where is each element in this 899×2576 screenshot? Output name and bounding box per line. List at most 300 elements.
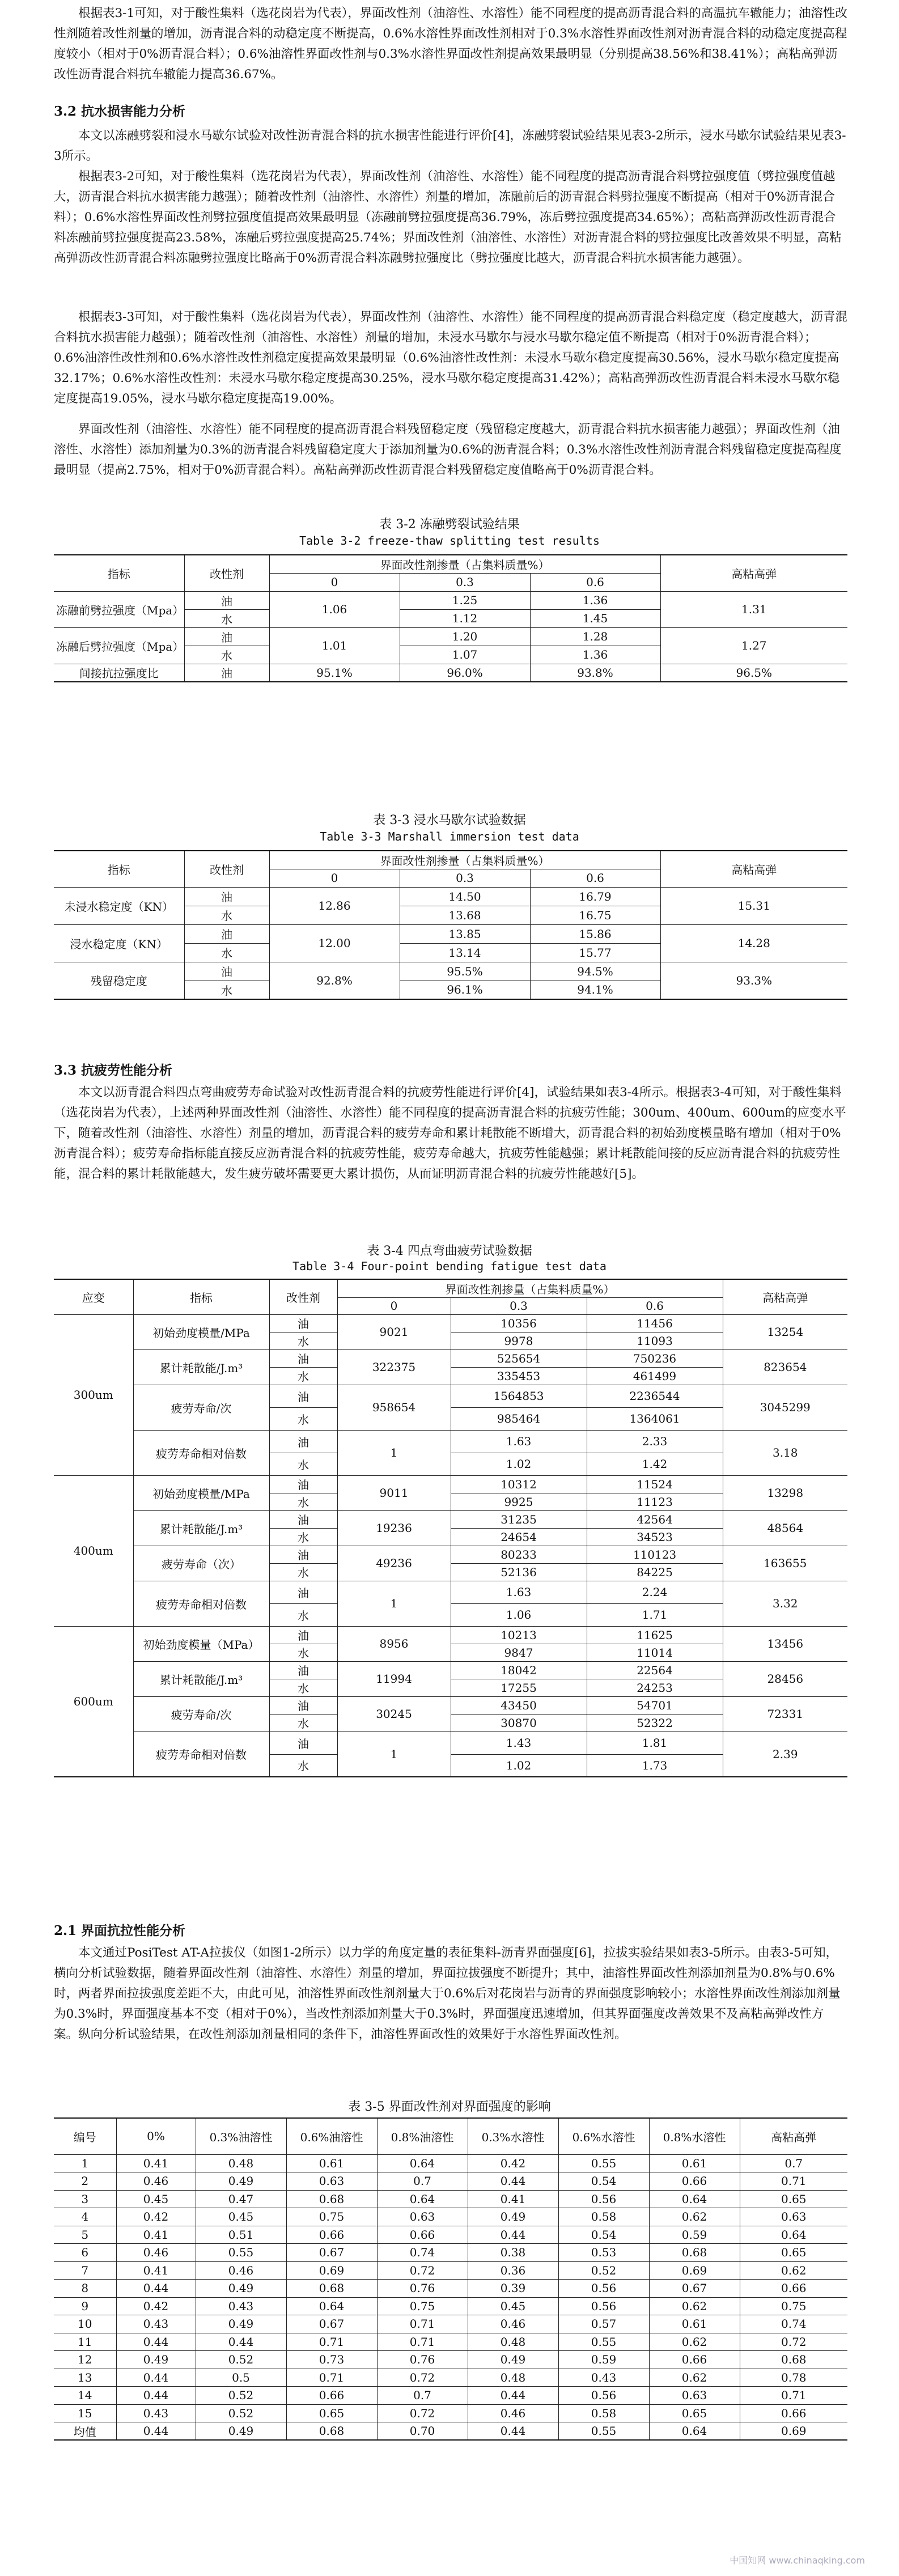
row-number: 8 [54, 2280, 116, 2298]
cell-value: 1 [337, 1581, 451, 1626]
watermark: 中国知网 www.chinaqking.com [730, 2555, 865, 2566]
cell-value: 1.01 [269, 627, 400, 664]
cell-value: 0.71 [740, 2387, 847, 2405]
cell-value: 0.7 [740, 2154, 847, 2172]
row-number: 14 [54, 2387, 116, 2405]
cell-value: 0.66 [649, 2172, 740, 2191]
cell-value: 22564 [587, 1661, 723, 1679]
cell-value: 0.44 [116, 2387, 196, 2405]
modifier-water: 水 [269, 1407, 337, 1430]
cell-value: 0.65 [740, 2190, 847, 2208]
paragraph-3-3-1: 本文以沥青混合料四点弯曲疲劳寿命试验对改性沥青混合料的抗疲劳性能进行评价[4]，试验结果如表3-4所示。根据表3-4可知，对于酸性集料（选花岗岩为代表），上述两种界面改性剂（油溶性、水溶性）能不同程度的提高沥青混合料的抗疲劳性能；300um、400um、600um的应变水平下，随着改性剂（油溶性、水溶性）剂量的增加，沥青混合料的疲劳寿命和累计耗散能不断增大，沥青混合料的初始劲度模量略有增加（相对于0%沥青混合料）；疲劳寿命指标能直接反应沥青混合料的抗疲劳性能，疲劳寿命越大，抗疲劳性能越强；累计耗散能间接的反应沥青混合料的抗疲劳性能，混合料的累计耗散能越大，发生疲劳破坏需要更大累计损伤，从而证明沥青混合料的抗疲劳性能越好[5]。 [54, 1085, 846, 1181]
cell-value: 13254 [723, 1314, 847, 1349]
modifier-water: 水 [269, 1332, 337, 1349]
cell-value: 0.59 [558, 2351, 649, 2369]
row-label: 均值 [73, 2425, 96, 2439]
row-label: 疲劳寿命/次 [133, 1385, 269, 1430]
header-dose-0-6: 0.6 [530, 573, 660, 591]
cell-value: 0.62 [649, 2369, 740, 2387]
header-index: 指标 [133, 1279, 269, 1314]
cell-value: 0.38 [468, 2244, 558, 2262]
table-row [54, 2297, 847, 2315]
cell-value: 0.66 [286, 2387, 377, 2405]
cell-value: 0.63 [286, 2172, 377, 2191]
header-dose-0-6: 0.6 [530, 869, 660, 887]
cell-value: 0.64 [649, 2422, 740, 2441]
cell-value: 0.44 [196, 2333, 286, 2351]
cell-value: 96.0% [400, 664, 530, 682]
modifier-water: 水 [269, 1603, 337, 1626]
modifier-water: 水 [269, 1679, 337, 1696]
cell-value: 0.61 [649, 2315, 740, 2333]
row-number: 6 [54, 2244, 116, 2262]
cell-value: 1.43 [451, 1732, 587, 1754]
cell-value: 0.45 [116, 2190, 196, 2208]
column-header: 高粘高弹 [740, 2118, 847, 2154]
cell-value: 0.41 [468, 2190, 558, 2208]
cell-value: 16.79 [530, 887, 660, 906]
cell-value: 12.86 [269, 887, 400, 924]
row-label: 初始劲度模量/MPa [133, 1475, 269, 1510]
cell-value: 1.06 [269, 591, 400, 627]
cell-value: 0.46 [196, 2261, 286, 2280]
cell-value: 0.49 [116, 2351, 196, 2369]
cell-value: 1 [337, 1732, 451, 1777]
row-number: 4 [54, 2208, 116, 2226]
table-3-3-caption-cn: 表 3-3 浸水马歇尔试验数据 [373, 813, 526, 827]
cell-value: 43450 [451, 1696, 587, 1714]
table-row [54, 2172, 847, 2191]
header-dose-0-3: 0.3 [451, 1297, 587, 1314]
cell-value: 0.62 [740, 2261, 847, 2280]
cell-value: 0.42 [116, 2208, 196, 2226]
cell-value: 2236544 [587, 1385, 723, 1407]
modifier-oil: 油 [269, 1314, 337, 1332]
header-modifier: 改性剂 [269, 1279, 337, 1314]
row-label: 疲劳寿命相对倍数 [133, 1581, 269, 1626]
heading-3-3: 3.3 抗疲劳性能分析 [54, 1063, 173, 1078]
table-3-2 [54, 554, 847, 682]
cell-value: 2.39 [723, 1732, 847, 1777]
cell-value: 0.48 [468, 2369, 558, 2387]
cell-value: 0.69 [649, 2261, 740, 2280]
table-row [54, 2369, 847, 2387]
cell-value: 96.1% [400, 981, 530, 999]
cell-value: 0.46 [468, 2404, 558, 2422]
row-label: 浸水稳定度（KN） [54, 924, 184, 962]
row-number: 3 [54, 2190, 116, 2208]
cell-value: 0.71 [377, 2315, 468, 2333]
cell-value: 110123 [587, 1546, 723, 1563]
cell-value: 95.5% [400, 962, 530, 981]
cell-value: 19236 [337, 1510, 451, 1546]
strain-level: 600um [54, 1626, 133, 1777]
cell-value: 3.18 [723, 1430, 847, 1475]
modifier-oil: 油 [184, 887, 269, 906]
cell-value: 0.49 [468, 2208, 558, 2226]
cell-value: 0.68 [649, 2244, 740, 2262]
cell-value: 11524 [587, 1475, 723, 1493]
table-row [54, 2208, 847, 2226]
modifier-oil: 油 [269, 1510, 337, 1528]
column-header: 0% [116, 2118, 196, 2154]
cell-value: 42564 [587, 1510, 723, 1528]
modifier-water: 水 [269, 1714, 337, 1732]
cell-value: 0.7 [377, 2172, 468, 2191]
cell-value: 1.28 [530, 627, 660, 646]
cell-value: 93.8% [530, 664, 660, 682]
cell-value: 1.07 [400, 646, 530, 664]
cell-value: 0.64 [377, 2190, 468, 2208]
cell-value: 0.68 [740, 2351, 847, 2369]
row-label: 间接抗拉强度比 [79, 667, 159, 681]
table-3-3-caption-en: Table 3-3 Marshall immersion test data [320, 830, 579, 843]
cell-value: 322375 [337, 1349, 451, 1385]
cell-value: 0.54 [558, 2226, 649, 2244]
cell-value: 8956 [337, 1626, 451, 1661]
cell-value: 0.36 [468, 2261, 558, 2280]
table-row [54, 2261, 847, 2280]
modifier-water: 水 [269, 1528, 337, 1546]
modifier-water: 水 [269, 1754, 337, 1777]
cell-value: 163655 [723, 1546, 847, 1581]
cell-value: 0.5 [196, 2369, 286, 2387]
modifier-water: 水 [269, 1453, 337, 1475]
strain-level: 300um [54, 1314, 133, 1475]
cell-value: 13.85 [400, 924, 530, 943]
cell-value: 10213 [451, 1626, 587, 1644]
cell-value: 0.57 [558, 2315, 649, 2333]
modifier-water: 水 [269, 1493, 337, 1510]
cell-value: 0.43 [116, 2315, 196, 2333]
cell-value: 0.76 [377, 2280, 468, 2298]
row-number: 10 [54, 2315, 116, 2333]
cell-value: 0.72 [740, 2333, 847, 2351]
header-dosage: 界面改性剂掺量（占集料质量%） [337, 1279, 723, 1297]
header-dose-0-3: 0.3 [400, 869, 530, 887]
row-number: 5 [54, 2226, 116, 2244]
header-index: 指标 [54, 851, 184, 887]
cell-value: 0.74 [377, 2244, 468, 2262]
cell-value: 0.69 [286, 2261, 377, 2280]
table-3-5 [54, 2117, 847, 2441]
cell-value: 2.33 [587, 1430, 723, 1453]
modifier-oil: 油 [184, 664, 269, 682]
cell-value: 54701 [587, 1696, 723, 1714]
row-label: 累计耗散能/J.m³ [133, 1661, 269, 1696]
cell-value: 0.42 [468, 2154, 558, 2172]
column-header: 0.3%油溶性 [196, 2118, 286, 2154]
cell-value: 14.50 [400, 887, 530, 906]
cell-value: 0.66 [649, 2351, 740, 2369]
cell-value: 31235 [451, 1510, 587, 1528]
cell-value: 0.44 [116, 2280, 196, 2298]
cell-value: 1.02 [451, 1754, 587, 1777]
cell-value: 0.65 [649, 2404, 740, 2422]
cell-value: 0.72 [377, 2369, 468, 2387]
cell-value: 0.67 [649, 2280, 740, 2298]
cell-value: 0.58 [558, 2208, 649, 2226]
cell-value: 0.46 [116, 2172, 196, 2191]
row-number: 12 [54, 2351, 116, 2369]
cell-value: 0.66 [740, 2404, 847, 2422]
heading-3-2: 3.2 抗水损害能力分析 [54, 104, 186, 119]
modifier-oil: 油 [269, 1546, 337, 1563]
cell-value: 0.53 [558, 2244, 649, 2262]
cell-value: 0.43 [196, 2297, 286, 2315]
modifier-oil: 油 [184, 962, 269, 981]
cell-value: 0.48 [468, 2333, 558, 2351]
row-label: 疲劳寿命相对倍数 [133, 1430, 269, 1475]
modifier-oil: 油 [269, 1626, 337, 1644]
table-3-2-caption-cn: 表 3-2 冻融劈裂试验结果 [379, 517, 520, 532]
heading-2-1: 2.1 界面抗拉性能分析 [54, 1923, 186, 1938]
modifier-water: 水 [269, 1644, 337, 1661]
cell-value: 28456 [723, 1661, 847, 1696]
cell-value: 9011 [337, 1475, 451, 1510]
cell-value: 9021 [337, 1314, 451, 1349]
cell-value: 0.75 [740, 2297, 847, 2315]
cell-value: 14.28 [660, 924, 847, 962]
cell-value: 0.41 [116, 2154, 196, 2172]
cell-value: 0.55 [558, 2333, 649, 2351]
row-number: 9 [54, 2297, 116, 2315]
column-header: 0.6%油溶性 [286, 2118, 377, 2154]
row-label: 初始劲度模量（MPa） [133, 1626, 269, 1661]
cell-value: 0.49 [196, 2315, 286, 2333]
cell-value: 1 [337, 1430, 451, 1475]
header-high-viscosity: 高粘高弹 [723, 1279, 847, 1314]
cell-value: 15.77 [530, 943, 660, 962]
cell-value: 0.70 [377, 2422, 468, 2441]
cell-value: 0.68 [286, 2190, 377, 2208]
cell-value: 0.43 [116, 2404, 196, 2422]
cell-value: 1.36 [530, 591, 660, 609]
cell-value: 80233 [451, 1546, 587, 1563]
cell-value: 11123 [587, 1493, 723, 1510]
modifier-oil: 油 [269, 1696, 337, 1714]
cell-value: 0.64 [377, 2154, 468, 2172]
row-label: 累计耗散能/J.m³ [133, 1349, 269, 1385]
modifier-oil: 油 [269, 1475, 337, 1493]
cell-value: 13456 [723, 1626, 847, 1661]
cell-value: 0.55 [196, 2244, 286, 2262]
header-dose-0: 0 [337, 1297, 451, 1314]
cell-value: 30870 [451, 1714, 587, 1732]
table-3-4-caption-cn: 表 3-4 四点弯曲疲劳试验数据 [367, 1244, 532, 1258]
cell-value: 0.66 [740, 2280, 847, 2298]
cell-value: 0.49 [196, 2280, 286, 2298]
cell-value: 0.62 [649, 2208, 740, 2226]
cell-value: 0.44 [468, 2226, 558, 2244]
cell-value: 1.45 [530, 609, 660, 627]
paragraph-3-2-2: 根据表3-2可知，对于酸性集料（选花岗岩为代表），界面改性剂（油溶性、水溶性）能不同程度的提高沥青混合料劈拉强度值（劈拉强度值越大，沥青混合料抗水损害能力越强）；随着改性剂（油溶性、水溶性）剂量的增加，冻融前后的沥青混合料劈拉强度不断提高（相对于0%沥青混合料）；0.6%水溶性界面改性剂劈拉强度值提高效果最明显（冻融前劈拉强度提高36.79%，冻后劈拉强度提高34.65%）；高粘高弹沥改性沥青混合料冻融前劈拉强度提高23.58%，冻融后劈拉强度提高25.74%；界面改性剂（油溶性、水溶性）对沥青混合料的劈拉强度比改善效果不明显，高粘高弹沥改性沥青混合料冻融劈拉强度比略高于0%沥青混合料冻融劈拉强度比（劈拉强度比越大，沥青混合料抗水损害能力越强）。 [54, 169, 842, 265]
cell-value: 0.67 [286, 2315, 377, 2333]
header-index: 指标 [54, 555, 184, 591]
cell-value: 72331 [723, 1696, 847, 1732]
modifier-water: 水 [184, 609, 269, 627]
row-label: 初始劲度模量/MPa [133, 1314, 269, 1349]
modifier-oil: 油 [184, 627, 269, 646]
cell-value: 0.66 [286, 2226, 377, 2244]
cell-value: 11625 [587, 1626, 723, 1644]
strain-level: 400um [54, 1475, 133, 1626]
cell-value: 0.71 [377, 2333, 468, 2351]
cell-value: 34523 [587, 1528, 723, 1546]
row-number: 11 [54, 2333, 116, 2351]
cell-value: 0.61 [649, 2154, 740, 2172]
cell-value: 1.73 [587, 1754, 723, 1777]
cell-value: 52322 [587, 1714, 723, 1732]
row-label: 冻融后劈拉强度（Mpa） [54, 627, 184, 664]
row-label: 残留稳定度 [54, 962, 184, 999]
cell-value: 1.31 [660, 591, 847, 627]
table-row [54, 2190, 847, 2208]
cell-value: 1.36 [530, 646, 660, 664]
cell-value: 3045299 [723, 1385, 847, 1430]
cell-value: 0.39 [468, 2280, 558, 2298]
cell-value: 1.63 [451, 1430, 587, 1453]
modifier-water: 水 [184, 943, 269, 962]
row-number: 7 [54, 2261, 116, 2280]
row-label: 疲劳寿命（次） [133, 1546, 269, 1581]
header-modifier: 改性剂 [184, 851, 269, 887]
modifier-oil: 油 [269, 1349, 337, 1367]
cell-value: 9978 [451, 1332, 587, 1349]
cell-value: 0.73 [286, 2351, 377, 2369]
cell-value: 13.14 [400, 943, 530, 962]
header-high-viscosity: 高粘高弹 [660, 555, 847, 591]
cell-value: 0.68 [286, 2280, 377, 2298]
header-strain: 应变 [54, 1279, 133, 1314]
cell-value: 10356 [451, 1314, 587, 1332]
cell-value: 11093 [587, 1332, 723, 1349]
cell-value: 17255 [451, 1679, 587, 1696]
header-high-viscosity: 高粘高弹 [660, 851, 847, 887]
cell-value: 0.55 [558, 2422, 649, 2441]
header-modifier: 改性剂 [184, 555, 269, 591]
header-dose-0-3: 0.3 [400, 573, 530, 591]
average-row [54, 2422, 847, 2441]
row-label: 疲劳寿命相对倍数 [133, 1732, 269, 1777]
cell-value: 94.5% [530, 962, 660, 981]
cell-value: 0.44 [468, 2387, 558, 2405]
cell-value: 48564 [723, 1510, 847, 1546]
cell-value: 1.02 [451, 1453, 587, 1475]
cell-value: 0.54 [558, 2172, 649, 2191]
cell-value: 0.64 [649, 2190, 740, 2208]
table-row [54, 2333, 847, 2351]
cell-value: 335453 [451, 1367, 587, 1385]
modifier-water: 水 [184, 646, 269, 664]
cell-value: 0.7 [377, 2387, 468, 2405]
cell-value: 93.3% [660, 962, 847, 999]
cell-value: 0.52 [558, 2261, 649, 2280]
cell-value: 0.65 [286, 2404, 377, 2422]
cell-value: 11456 [587, 1314, 723, 1332]
cell-value: 823654 [723, 1349, 847, 1385]
column-header: 0.3%水溶性 [468, 2118, 558, 2154]
cell-value: 1.81 [587, 1732, 723, 1754]
cell-value: 0.72 [377, 2261, 468, 2280]
cell-value: 1.20 [400, 627, 530, 646]
table-row [54, 2315, 847, 2333]
cell-value: 1.12 [400, 609, 530, 627]
cell-value: 15.86 [530, 924, 660, 943]
cell-value: 0.51 [196, 2226, 286, 2244]
cell-value: 0.43 [558, 2369, 649, 2387]
cell-value: 0.56 [558, 2190, 649, 2208]
cell-value: 1564853 [451, 1385, 587, 1407]
modifier-oil: 油 [184, 924, 269, 943]
cell-value: 461499 [587, 1367, 723, 1385]
cell-value: 1364061 [587, 1407, 723, 1430]
row-number: 2 [54, 2172, 116, 2191]
modifier-water: 水 [269, 1563, 337, 1581]
cell-value: 0.52 [196, 2387, 286, 2405]
cell-value: 0.69 [740, 2422, 847, 2441]
cell-value: 13298 [723, 1475, 847, 1510]
column-header: 0.6%水溶性 [558, 2118, 649, 2154]
cell-value: 0.59 [649, 2226, 740, 2244]
cell-value: 0.44 [116, 2369, 196, 2387]
row-label: 疲劳寿命/次 [133, 1696, 269, 1732]
cell-value: 0.61 [286, 2154, 377, 2172]
paragraph-3-2-4: 界面改性剂（油溶性、水溶性）能不同程度的提高沥青混合料残留稳定度（残留稳定度越大，沥青混合料抗水损害能力越强）；界面改性剂（油溶性、水溶性）添加剂量为0.3%的沥青混合料残留稳定度大于添加剂量为0.6%的沥青混合料；0.3%水溶性改性剂沥青混合料残留稳定度提高程度最明显（提高2.75%，相对于0%沥青混合料）。高粘高弹沥改性沥青混合料残留稳定度值略高于0%沥青混合料。 [54, 422, 842, 477]
cell-value: 3.32 [723, 1581, 847, 1626]
cell-value: 0.62 [649, 2333, 740, 2351]
cell-value: 0.71 [286, 2369, 377, 2387]
table-row [54, 2226, 847, 2244]
cell-value: 0.67 [286, 2244, 377, 2262]
cell-value: 0.44 [116, 2333, 196, 2351]
cell-value: 0.71 [286, 2333, 377, 2351]
cell-value: 0.74 [740, 2315, 847, 2333]
cell-value: 0.55 [558, 2154, 649, 2172]
table-row [54, 2404, 847, 2422]
modifier-oil: 油 [269, 1430, 337, 1453]
table-row [54, 2244, 847, 2262]
cell-value: 0.75 [286, 2208, 377, 2226]
cell-value: 16.75 [530, 906, 660, 924]
table-row [54, 2387, 847, 2405]
column-header: 编号 [54, 2118, 116, 2154]
header-dose-0-6: 0.6 [587, 1297, 723, 1314]
cell-value: 0.44 [116, 2422, 196, 2441]
cell-value: 0.49 [196, 2422, 286, 2441]
cell-value: 0.75 [377, 2297, 468, 2315]
cell-value: 0.58 [558, 2404, 649, 2422]
cell-value: 0.56 [558, 2280, 649, 2298]
modifier-oil: 油 [269, 1732, 337, 1754]
cell-value: 0.49 [468, 2351, 558, 2369]
cell-value: 0.68 [286, 2422, 377, 2441]
cell-value: 0.56 [558, 2297, 649, 2315]
cell-value: 0.41 [116, 2261, 196, 2280]
cell-value: 0.45 [196, 2208, 286, 2226]
row-label: 冻融前劈拉强度（Mpa） [54, 591, 184, 627]
cell-value: 2.24 [587, 1581, 723, 1603]
cell-value: 1.63 [451, 1581, 587, 1603]
table-3-4 [54, 1279, 847, 1777]
cell-value: 10312 [451, 1475, 587, 1493]
cell-value: 0.52 [196, 2351, 286, 2369]
cell-value: 30245 [337, 1696, 451, 1732]
header-dose-0: 0 [269, 573, 400, 591]
row-number: 1 [54, 2154, 116, 2172]
column-header: 0.8%油溶性 [377, 2118, 468, 2154]
cell-value: 0.41 [116, 2226, 196, 2244]
